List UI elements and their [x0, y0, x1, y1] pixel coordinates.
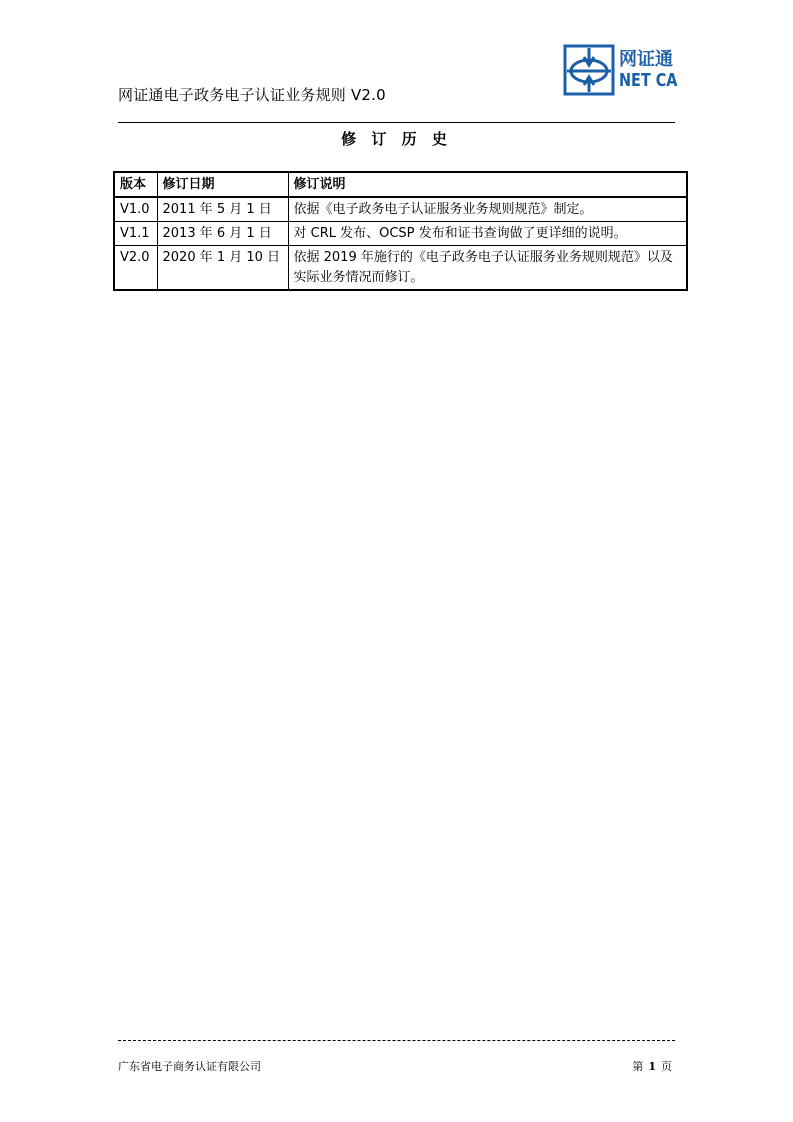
- cell-description: 依据《电子政务电子认证服务业务规则规范》制定。: [288, 197, 687, 222]
- footer-page-number: [632, 1058, 672, 1074]
- cell-date: 2011 年 5 月 1 日: [157, 197, 288, 222]
- document-title: 网证通电子政务电子认证业务规则 V2.0: [118, 86, 386, 104]
- column-header-description: 修订说明: [288, 172, 687, 197]
- cell-version: V1.0: [114, 197, 157, 222]
- footer-divider: [118, 1040, 675, 1041]
- table-row: [114, 246, 687, 291]
- footer-company-name: 广东省电子商务认证有限公司: [118, 1060, 261, 1073]
- revision-history-table: [113, 171, 688, 291]
- page-number: 1: [648, 1060, 656, 1073]
- table-header-row: [114, 172, 687, 197]
- cell-version: V2.0: [114, 246, 157, 291]
- column-header-version: 版本: [114, 172, 157, 197]
- page-suffix: 页: [661, 1060, 672, 1073]
- logo-english-text: NET CA: [619, 70, 678, 91]
- cell-version: V1.1: [114, 222, 157, 246]
- netca-logo: [563, 44, 678, 96]
- cell-date: 2020 年 1 月 10 日: [157, 246, 288, 291]
- cell-date: 2013 年 6 月 1 日: [157, 222, 288, 246]
- cell-description: 依据 2019 年施行的《电子政务电子认证服务业务规则规范》以及实际业务情况而修订。: [288, 246, 687, 291]
- cell-description: 对 CRL 发布、OCSP 发布和证书查询做了更详细的说明。: [288, 222, 687, 246]
- table-row: [114, 197, 687, 222]
- netca-logo-icon: [563, 44, 615, 96]
- header-divider: [118, 122, 675, 123]
- column-header-date: 修订日期: [157, 172, 288, 197]
- page-prefix: 第: [632, 1060, 644, 1073]
- table-row: [114, 222, 687, 246]
- logo-chinese-text: 网证通: [619, 49, 673, 70]
- section-title: 修 订 历 史: [341, 130, 452, 148]
